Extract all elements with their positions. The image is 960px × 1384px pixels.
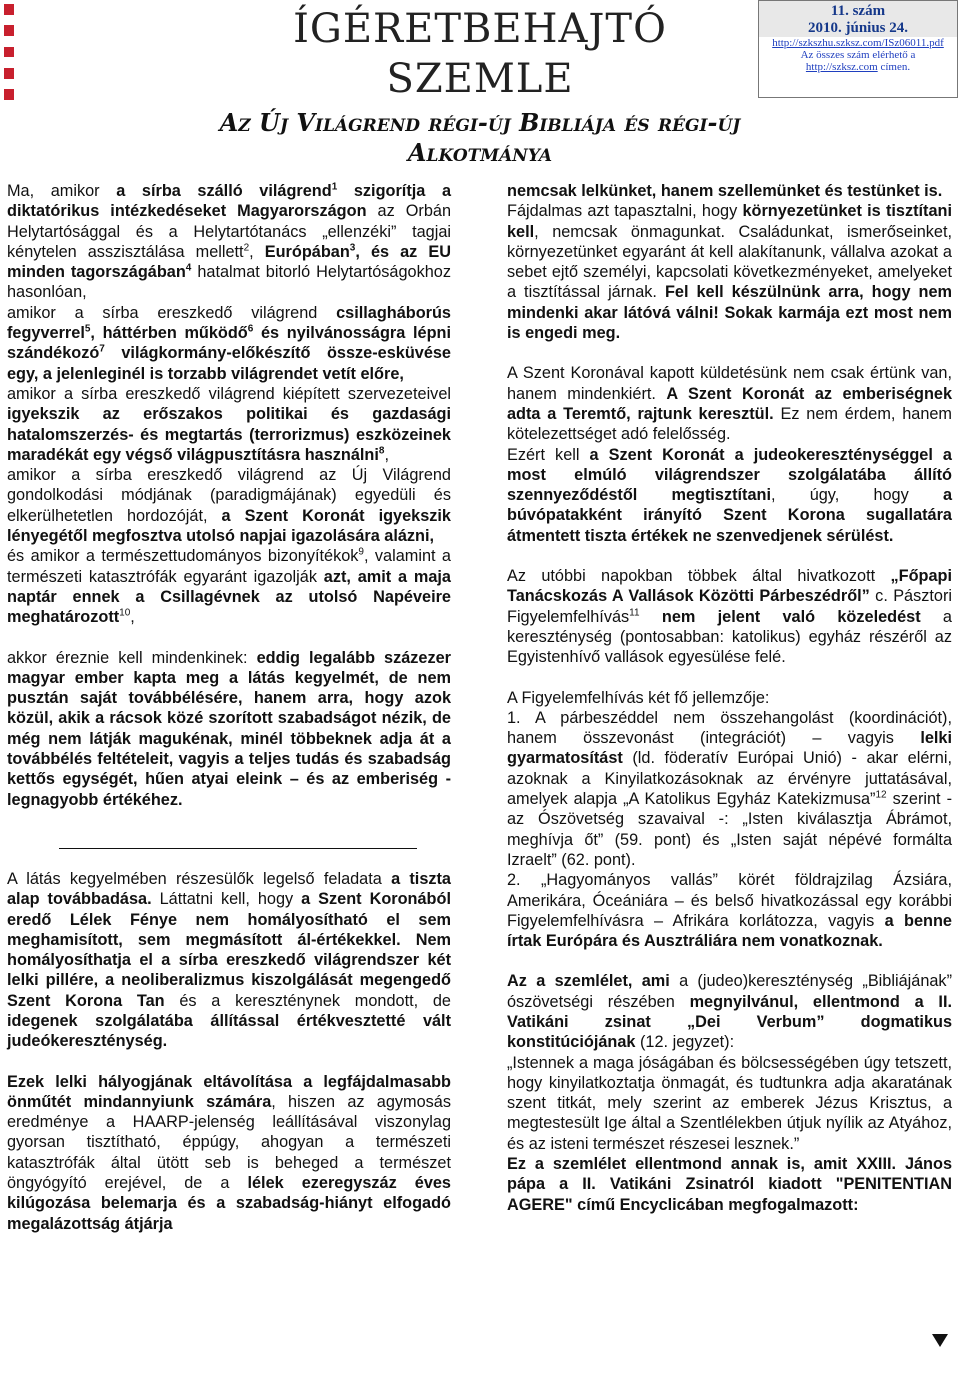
paragraph: 2. „Hagyományos vallás” körét földrajzilag Ázsiára, Amerikára, Óceániára – és belső hivatkozással egy korábbi Figyelemfelhívásra – Afrikára korlátozza, vagyis a benne írtak Európára és Ausztráliára nem vonatkoznak. [507,871,952,951]
paragraph: Az utóbbi napokban többek által hivatkozott „Főpapi Tanácskozás A Vallások Közötti Párbeszédről” c. Pásztori Figyelemfelhívás$^{11}$ nem jelent való közeledést a kereszténység (pontosabban: katolikus) egyház részéről az Egyistenhívő vallások egyesülése felé. [507,567,953,667]
archive-url-link[interactable]: http://szksz.com [805,61,878,73]
paragraph: A Szent Koronával kapott küldetésünk nem csak értünk van, hanem mindenkiért. A Szent Koronát az emberiségnek adta a Teremtő, rajtunk keresztül. Ez nem érdem, hanem kötelezettséget adó felelősség. [507,364,952,444]
paragraph: amikor a sírba ereszkedő világrend csillagháborús fegyverrel$^5$, háttérben működő$^6$ és nyilvánosságra lépni szándékozó$^7$ világkormány-előkészítő össze-esküvése egy, a jelenleginél is torzabb világrendet vetít előre, [7,303,451,383]
paragraph: akkor éreznie kell mindenkinek: eddig legalább százezer magyar ember kapta meg a látás kegyelmét, de nem pusztán saját továbbélésére, hanem arra, hogy azok közül, akik a rácsok közé szorított szabadságot nézik, de még nem látják magukénak, minél többeknek adja át a továbbélés feltételeit, vagyis a teljes tudás és szabadság kettős egységét, hűen atyai eleink – és az emberiség - legnagyobb értékéhez. [7,648,451,809]
issue-number: 11. szám [759,1,957,20]
paragraph: „Istennek a maga jóságában és bölcsességében úgy tetszett, hogy kinyilatkoztatja önmagát, és tudtunkra adja akaratának szent titkát, mely szerint az emberek Jézus Krisztus, a megtestesült Ige által a Szentlélekben útjuk nyílik az Atyához, és az isteni természet részesei lesznek.” [507,1053,952,1153]
paragraph: Fájdalmas azt tapasztalni, hogy környezetünket is tisztítani kell, nemcsak önmagunkat. Családunkat, ismerőseinket, környezetünket egyaránt át kell alakítanunk, vállalva azokat a sebet ejtő személyi, kapcsolati következményeket, amelyeket a tisztítással járnak. Fel kell készülnünk arra, hogy nem mindenki akar látóvá válni! Sokak karmája ezt most nem is engedi meg. [507,202,952,343]
masthead-line2: SZEMLE [386,56,574,102]
archive-note-suffix: címen. [877,61,911,73]
paragraph: Ezért kell a Szent Koronát a judeokereszténységgel a most elmúló világrendszer szolgálatába állító szennyeződéstől megtisztítani, úgy, hogy a búvópatakként irányító Szent Korona sugallatára átmentett tiszta értékek ne szenvedjenek sérülést. [507,445,952,545]
issue-date: 2010. június 24. [759,20,957,37]
article-title-line1: Az Új Világrend régi-új Bibliája és régi-új [219,108,741,137]
paragraph: és amikor a természettudományos bizonyítékok$^9$, valamint a természeti katasztrófák egyaránt igazolják azt, amit a maja naptár ennek a Csillagévnek az utolsó Napéveire meghatározott$^{10}$, [7,546,451,627]
hungarian-flag-stripes [4,4,14,100]
masthead-line1: ÍGÉRETBEHAJTÓ [293,6,667,52]
down-triangle-icon [932,1334,948,1347]
article-title-line2: Alkotmánya [407,138,553,167]
section-divider [59,848,417,849]
issue-url-link[interactable]: http://szkszhu.szksz.com/ISz06011.pdf [772,37,944,49]
paragraph: A látás kegyelmében részesülők legelső feladata a tiszta alap továbbadása. Láttatni kell, hogy a Szent Koronából eredő Lélek Fénye nem homályosítható el sem meghamisított, sem megmásított ál-értékekkel. Nem homályosíthatja el a sírba ereszkedő világrendszer két lelki pillére, a neoliberalizmus kiszolgálását megengedő Szent Korona Tan és a kereszténynek mondott, de idegenek szolgálatába állítással értékvesztetté vált judeókereszténység. [7,869,451,1051]
issue-info-box [758,0,958,98]
archive-note: Az összes szám elérhető a [800,49,916,61]
right-column [507,181,952,1215]
paragraph: nemcsak lelkünket, hanem szellemünket és testünket is. [507,182,943,200]
left-column [7,181,451,1234]
paragraph: Ma, amikor a sírba szálló világrend$^1$ szigorítja a diktatórikus intézkedéseket Magyarországon az Orbán Helytartósággal és a Helytartótanács „ellenzéki” tagjai kénytelen asszisztálása mellett$^2$, Európában$^3$, és az EU minden tagországában$^4$ hatalmat bitorló Helytartóságokhoz hasonlóan, [7,181,452,302]
paragraph: Ez a szemlélet ellentmond annak is, amit XXIII. János pápa a II. Vatikáni Zsinatról kiadott "PENITENTIAN AGERE" című Encyclicában megfogalmazott: [507,1155,952,1214]
paragraph: Az a szemlélet, ami a (judeo)kereszténység „Bibliájának” ószövetségi részében megnyilvánul, ellentmond a II. Vatikáni zsinat „Dei Verbum” dogmatikus konstitúciójának (12. jegyzet): [507,972,952,1052]
paragraph: A Figyelemfelhívás két fő jellemzője: [507,688,770,707]
paragraph: Ezek lelki hályogjának eltávolítása a legfájdalmasabb önműtét mindannyiunk számára, hiszen az agymosás eredménye a HAARP-jelenség leállításával viszonylag gyorsan tisztítható, éppúgy, ahogyan a természeti katasztrófák által ütött seb is beheged a természet öngyógyító erejével, de a lélek ezeregyszáz éves kilúgozása belemarja és a szabadság-hiányt elfogadó megalázottság átjárja [7,1072,451,1233]
masthead [290,4,670,104]
paragraph: 1. A párbeszéddel nem összehangolást (koordinációt), hanem összevonást (integrációt) – vagyis lelki gyarmatosítást (ld. föderatív Európai Unió) - akar elérni, azoknak a Kinyilatkozásoknak az érvényre juttatásával, amelyek alapja „A Katolikus Egyház Katekizmusa”$^{12}$ szerint - az Ószövetség szavaival -: „Isten kiválasztja Ábrámot, meghívja őt” (59. pont) és „Isten saját népévé formálta Izraelt” (62. pont). [507,708,952,869]
article-title [130,108,830,168]
paragraph: amikor a sírba ereszkedő világrend kiépített szervezeteivel igyekszik az erőszakos politikai és gazdasági hatalomszerzés- és megtartás (terrorizmus) eszközeinek maradékát egy végső világpusztításra használni$^8$, [7,384,451,464]
paragraph: amikor a sírba ereszkedő világrend az Új Világrend gondolkodási módjának (paradigmájának) egyedüli és elkerülhetetlen hordozóját, a Szent Koronát igyekszik lényegétől megfosztva utolsó napjai igazolására alázni, [7,466,451,546]
